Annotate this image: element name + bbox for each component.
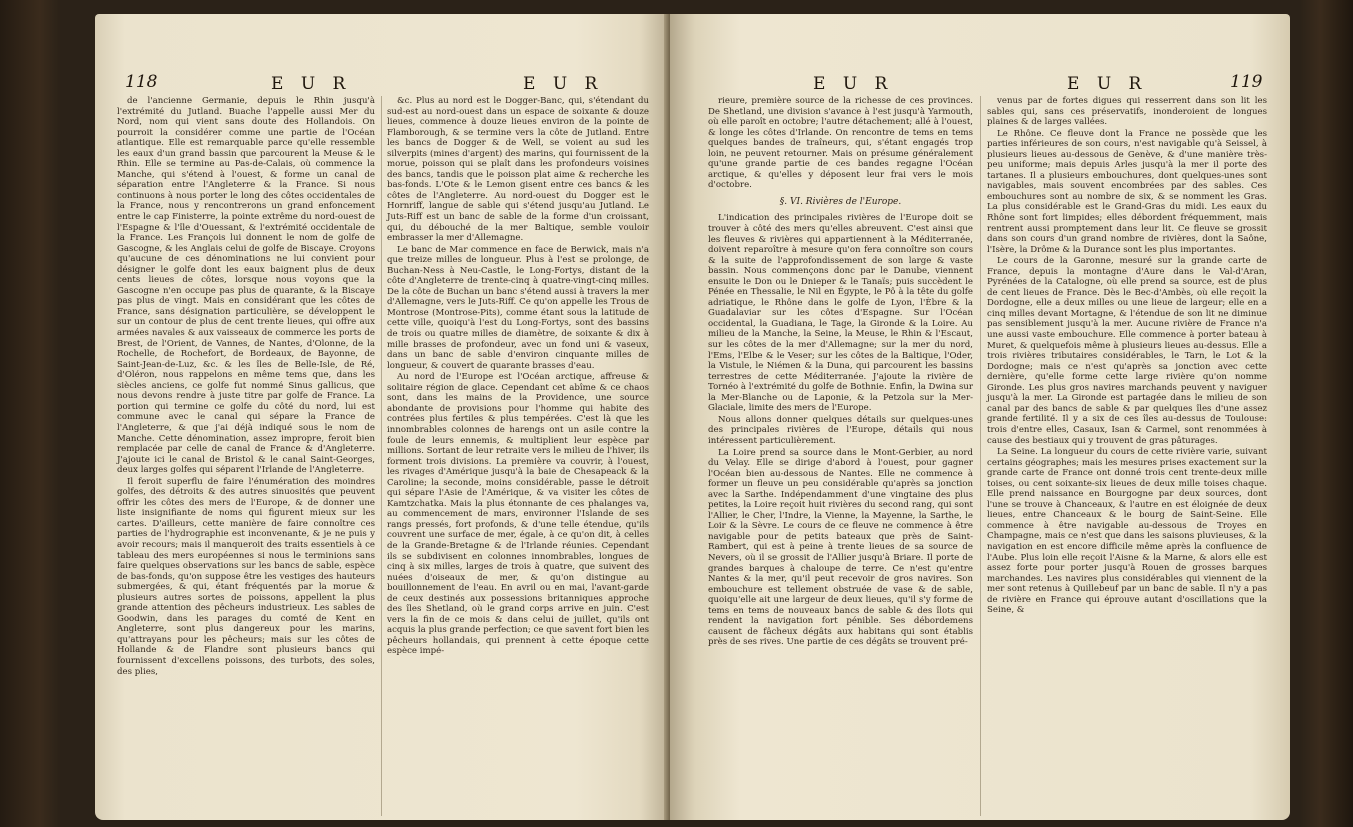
paragraph: Le Rhône. Ce fleuve dont la France ne possède que les parties inférieures de son cours, n'est navigable qu'à Seissel, à plusieurs lieues au-dessous de Genève, & d'une manière très-peu uniforme; mais depuis Arles jusqu'à la mer il porte des tartanes. Il a plusieurs embouchures, dont quelques-unes sont navigables, mais souvent encombrées par des sables. Ces embouchures sont au nombre de six, & se nomment les Gras. La plus considérable est le Grand-Gras du midi. Les eaux du Rhône sont fort limpides; elles débordent fréquemment, mais rentrent aussi promptement dans leur lit. Ce fleuve se grossit dans son cours d'un grand nombre de rivières, dont la Saône, l'Isère, la Drôme & la Durance sont les plus importantes. — [987, 128, 1267, 255]
left-page — [95, 14, 670, 820]
paragraph: L'indication des principales rivières de l'Europe doit se trouver à côté des mers qu'elles abreuvent. C'est ainsi que les fleuves & rivières qui appartiennent à la Méditerranée, doivent reparoître à mesure qu'on fera connoître son cours & la suite de l'approfondissement de son large & vaste bassin. Nous commençons donc par le Danube, viennent ensuite le Don ou le Dnieper & le Tanaïs; puis succèdent le Pénée en Thessalie, le Nil en Égypte, le Pô à la tête du golfe adriatique, le Rhône dans le golfe de Lyon, l'Èbre & la Guadalaviar sur les côtes d'Espagne. Sur l'Océan occidental, la Guadiana, le Tage, la Gironde & la Loire. Au milieu de la Manche, la Seine, la Meuse, le Rhin & l'Escaut, sur les côtes de la mer d'Allemagne; sur la mer du nord, l'Ems, l'Elbe & le Veser; sur les côtes de la Baltique, l'Oder, la Vistule, le Niémen & la Duna, qui parcourent les bassins terrestres de cette Méditerranée. J'ajoute la rivière de Tornéo à l'extrémité du golfe de Bothnie. Enfin, la Dwina sur la Mer-Blanche ou de Laponie, & la Petzola sur la Mer-Glaciale, limite des mers de l'Europe. — [708, 213, 973, 414]
left-page-column-2 — [387, 96, 649, 658]
left-page-column-1 — [117, 96, 375, 678]
paragraph: Au nord de l'Europe est l'Océan arctique, affreuse & solitaire région de glace. Cependant cet abîme & ce chaos sont, dans les mains de la Providence, une source abondante de provisions pour l'homme qui habite des contrées plus fertiles & plus tempérées. C'est là que les innombrables colonnes de harengs ont un asile contre la foule de leurs ennemis, & multiplient leur espèce par millions. Sortant de leur retraite vers le milieu de l'hiver, ils forment trois divisions. La première va couvrir, à l'ouest, les rivages d'Amérique jusqu'à la baie de Chesapeack & la Caroline; la seconde, moins considérable, passe le détroit qui sépare l'Asie de l'Amérique, & va visiter les côtes de Kamtzchatka. Mais la plus étonnante de ces phalanges va, au commencement de mars, environner l'Islande de ses rangs pressés, fort profonds, & d'une telle étendue, qu'ils couvrent une surface de mer, égale, à ce qu'on dit, à celles de la Grande-Bretagne & de l'Irlande réunies. Cependant ils se subdivisent en colonnes innombrables, longues de cinq à six milles, larges de trois à quatre, que suivent des nuées d'oiseaux de mer, & qu'on distingue au bouillonnement de l'eau. En avril ou en mai, l'avant-garde de ceux destinés aux possessions britanniques approche des îles Shetland, où le grand corps arrive en juin. C'est vers la fin de ce mois & dans celui de juillet, qu'ils ont acquis la plus grande perfection; ce que savent fort bien les pêcheurs hollandais, qui prennent à cette époque cette espèce impé- — [387, 372, 649, 657]
right-page — [670, 14, 1290, 820]
paragraph: rieure, première source de la richesse de ces provinces. De Shetland, une division s'avance à l'est jusqu'à Yarmouth, où elle paroît en octobre; l'autre détachement; allé à l'ouest, & longe les côtes d'Irlande. On rencontre de tems en tems quelques bandes de traîneurs, qui, s'étant engagés trop loin, ne peuvent retourner. Mais on présume généralement qu'une grande partie de ces bandes regagne l'Océan arctique, & qu'elles y déposent leur frai vers le mois d'octobre. — [708, 96, 973, 191]
running-head-left-2: E U R — [523, 74, 604, 94]
section-heading: §. VI. Rivières de l'Europe. — [779, 196, 902, 207]
running-head-right-1: E U R — [813, 74, 894, 94]
paragraph: venus par de fortes digues qui resserrent dans son lit les sables qui, sans ces préservatifs, inonderoient de longues plaines & de larges vallées. — [987, 96, 1267, 128]
paragraph: Nous allons donner quelques détails sur quelques-unes des principales rivières de l'Europe, détails qui nous intéressent particulièrement. — [708, 414, 973, 446]
paragraph: de l'ancienne Germanie, depuis le Rhin jusqu'à l'extrémité du Jutland. Buache l'appelle aussi Mer du Nord, nom qui vient sans doute des Hollandois. On pourroit la considérer comme une partie de l'Océan atlantique. Elle est remarquable parce qu'elle ressemble les eaux d'un grand bassin que parcourent la Meuse & le Rhin. Elle se termine au Pas-de-Calais, où commence la Manche, qui s'étend à l'ouest, & forme un canal de séparation entre l'Angleterre & la France. Si nous continuons à nous porter le long des côtes occidentales de la France, nous y rencontrerons un grand enfoncement entre le cap Finisterre, la pointe extrême du nord-ouest de l'Espagne & l'île d'Ouessant, & l'extrémité occidentale de la France. Les François lui donnent le nom de golfe de Gascogne, & les Anglais celui de golfe de Biscaye. Croyons qu'aucune de ces dénominations ne lui convient pour désigner le golfe dont les eaux baignent plus de deux cents lieues de côtes, lorsque nous voyons que la Gascogne n'en occupe pas plus de quarante, & la Biscaye pas plus de vingt. Mais en considérant que les côtes de France, sans désignation particulière, se développent le sur un contour de plus de cent trente lieues, qui offre aux armées navales & aux vaisseaux de commerce les ports de Brest, de l'Orient, de Vannes, de Nantes, d'Olonne, de la Rochelle, de Rochefort, de Bordeaux, de Bayonne, de Saint-Jean-de-Luz, &c. & les îles de Belle-Isle, de Ré, d'Oléron, nous rappelons en même tems que, dans les siècles anciens, ce golfe fut nommé Sinus gallicus, que nous devons rendre à juste titre par golfe de France. La portion qui termine ce golfe du côté du nord, lui est commune avec le canal qui sépare la France de l'Angleterre, & que j'ai déjà indiqué sous le nom de Manche. Cette dénomination, assez impropre, feroit bien remplacée par celle de canal de France & d'Angleterre. J'ajoute ici le canal de Bristol & le canal Saint-Georges, deux larges golfes qui séparent l'Irlande de l'Angleterre. — [117, 96, 375, 476]
paragraph: Le cours de la Garonne, mesuré sur la grande carte de France, depuis la montagne d'Aure dans le Val-d'Aran, Pyrénées de la Catalogne, où elle prend sa source, est de plus de cent lieues de France. Dès le Bec-d'Ambès, où elle reçoit la Dordogne, elle a deux milles ou une lieue de largeur; elle en a cinq milles devant Mortagne, & l'étendue de son lit ne diminue pas sensiblement jusqu'à la mer. Aucune rivière de France n'a une aussi vaste embouchure. Elle commence à porter bateau à Muret, & quelquefois même à plusieurs lieues au-dessus. Elle a trois rivières tributaires considérables, le Tarn, le Lot & la Dordogne; mais ce n'est qu'après sa jonction avec cette dernière, qu'elle forme cette large rivière qu'on nomme Gironde. Les plus gros navires marchands peuvent y naviguer jusqu'à la mer. La Gironde est partagée dans le milieu de son canal par des bancs de sable & par quelques îles d'une assez grande fertilité. Il y a six de ces îles au-dessus de Toulouse: trois d'entre elles, Casaux, Isan & Carmel, sont renommées à cause des bestiaux qui y trouvent de gras pâturages. — [987, 256, 1267, 446]
right-page-column-2 — [987, 96, 1267, 617]
paragraph: La Loire prend sa source dans le Mont-Gerbier, au nord du Velay. Elle se dirige d'abord à l'ouest, pour gagner l'Océan bien au-dessous de Nantes. Elle ne commence à former un fleuve un peu considérable qu'après sa jonction avec la Sarthe. Indépendamment d'une vingtaine des plus petites, la Loire reçoit huit rivières du second rang, qui sont l'Allier, le Cher, l'Indre, la Vienne, la Mayenne, la Sarthe, le Loir & la Sèvre. Le cours de ce fleuve ne commence à être navigable pour de petits bateaux que près de Saint-Rambert, qui est à peine à trente lieues de sa source de Nevers, où il se grossit de l'Allier jusqu'à Briare. Il porte de grandes barques à chaloupe de terre. Ce n'est qu'entre Nantes & la mer, qu'il peut recevoir de gros navires. Son embouchure est tellement obstruée de vase & de sable, quoiqu'elle ait une largeur de deux lieues, qu'il s'y forme de tems en tems de nouveaux bancs de sable & des îlots qui rendent la navigation fort pénible. Ses débordemens causent de fâcheux dégâts aux habitans qui sont établis près de ses rives. Une partie de ces dégâts se trouvent pré- — [708, 447, 973, 648]
running-head-right-2: E U R — [1067, 74, 1148, 94]
paragraph: Le banc de Mar commence en face de Berwick, mais n'a que treize milles de longueur. Plus à l'est se prolonge, de Buchan-Ness à Neu-Castle, le Long-Fortys, distant de la côte d'Angleterre de trente-cinq à quatre-vingt-cinq milles. De la côte de Buchan un banc s'étend aussi à travers la mer d'Allemagne, vers le Juts-Riff. Ce qu'on appelle les Trous de Montrose (Montrose-Pits), comme étant sous la latitude de cette ville, quoiqu'à l'est du Long-Fortys, sont des bassins de trois ou quatre milles de diamètre, de soixante & dix à mille brasses de profondeur, avec un fond uni & vaseux, dans un banc de sable d'environ cinquante milles de longueur, & couvert de quarante brasses d'eau. — [387, 244, 649, 371]
running-head-left-1: E U R — [271, 74, 352, 94]
right-page-column-1 — [708, 96, 973, 649]
column-rule — [381, 96, 382, 816]
page-number-right: 119 — [1230, 72, 1263, 92]
paragraph: Il feroit superflu de faire l'énumération des moindres golfes, des détroits & des autres sinuosités que peuvent offrir les côtes des mers de l'Europe, & de donner une liste insignifiante de noms qui figurent mieux sur les cartes. D'ailleurs, cette manière de faire connoître ces parties de l'hydrographie est inconvenante, & je ne puis y avoir recours; mais il manqueroit des traits essentiels à ce tableau des mers européennes si nous le terminions sans faire quelques observations sur les bancs de sable, espèce de bas-fonds, qu'on suppose être les vestiges des hauteurs submergées, & qui, étant fréquentés par la morue & plusieurs autres sortes de poissons, appellent la plus grande attention des pêcheurs industrieux. Les sables de Goodwin, dans les parages du comté de Kent en Angleterre, sont plus dangereux pour les marins, qu'attrayans pour les pêcheurs; mais sur les côtes de Hollande & de Flandre sont plusieurs bancs qui fournissent d'excellens poissons, des turbots, des soles, des plies, — [117, 476, 375, 677]
paragraph: &c. Plus au nord est le Dogger-Banc, qui, s'étendant du sud-est au nord-ouest dans un espace de soixante & douze lieues, commence à douze lieues environ de la pointe de Flamborough, & se termine vers la côte de Jutland. Entre les bancs de Dogger & de Well, se voient au sud les silverpits (mines d'argent) des marins, qui fournissent de la morue, poisson qui se plaît dans les profondeurs voisines des bancs, tandis que le poisson plat aime & recherche les bas-fonds. L'Ote & le Lemon gisent entre ces bancs & les côtes de l'Angleterre. Au nord-ouest du Dogger est le Hornriff, langue de sable qui s'étend jusqu'au Jutland. Le Juts-Riff est un banc de sable de la forme d'un croissant, qui, du débouché de la mer Baltique, semble vouloir embrasser la mer d'Allemagne. — [387, 96, 649, 244]
paragraph: La Seine. La longueur du cours de cette rivière varie, suivant certains géographes; mais les mesures prises exactement sur la grande carte de France ont donné trois cent trente-deux mille toises, ou cent soixante-six lieues de deux mille toises chaque. Elle prend naissance en Bourgogne par deux sources, dont l'une se trouve à Chanceaux, & l'autre en est éloignée de deux lieues, entre Chanceaux & le bourg de Saint-Seine. Elle commence à être navigable au-dessous de Troyes en Champagne, mais ce n'est que dans les saisons pluvieuses, & la navigation en est encore difficile même après la confluence de l'Aube. Plus loin elle reçoit l'Aisne & la Marne, & alors elle est assez forte pour porter jusqu'à Rouen de grosses barques marchandes. Les navires plus considérables qui viennent de la mer sont retenus à Quillebeuf par un banc de sable. Il n'y a pas de rivière en France qui éprouve autant d'oscillations que la Seine, & — [987, 447, 1267, 616]
column-rule — [980, 96, 981, 816]
page-number-left: 118 — [125, 72, 158, 92]
